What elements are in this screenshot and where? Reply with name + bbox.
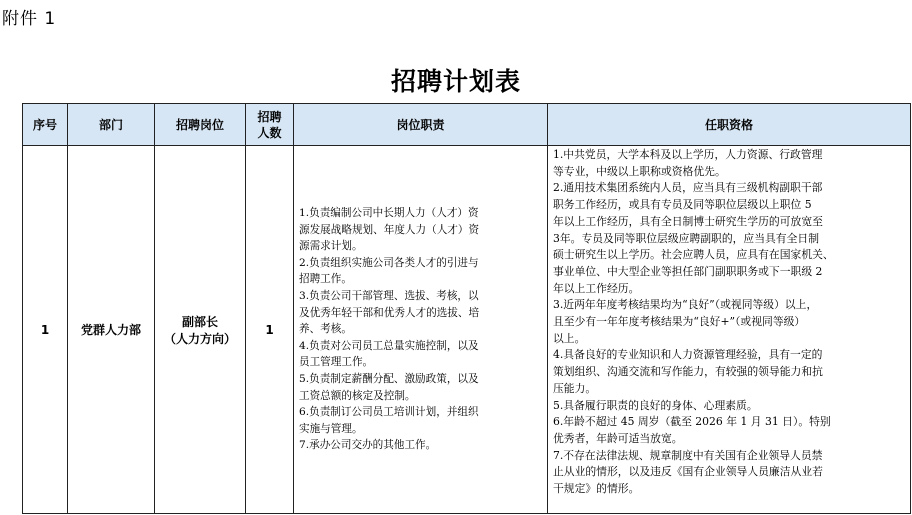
cell-position <box>155 146 246 514</box>
page-title: 招聘计划表 <box>390 67 521 96</box>
position-line-2: （人力方向） <box>163 331 236 346</box>
qualification-line: 4.具备良好的专业知识和人力资源管理经验，具有一定的 <box>553 348 823 362</box>
recruitment-plan-table <box>22 103 911 514</box>
qualification-line: 年以上工作经历，具有全日制博士研究生学历的可放宽至 <box>553 214 823 228</box>
table-header-row <box>23 104 911 146</box>
qualification-line: 3年。专员及同等职位层级应聘副职的，应当具有全日制 <box>553 231 819 245</box>
qualification-line: 7.不存在法律法规、规章制度中有关国有企业领导人员禁 <box>553 448 823 462</box>
qualification-line: 压能力。 <box>553 381 597 395</box>
qualification-line: 以上。 <box>553 331 586 345</box>
duty-line: 6.负责制订公司员工培训计划，并组织 <box>299 406 479 419</box>
duty-line: 1.负责编制公司中长期人力（人才）资 <box>299 207 479 220</box>
column-header-duties: 岗位职责 <box>294 104 548 146</box>
duty-line: 员工管理工作。 <box>299 356 374 369</box>
headcount-header-line-1: 招聘 <box>257 109 282 124</box>
qualification-line: 优秀者，年龄可适当放宽。 <box>553 431 683 445</box>
qualification-line: 5.具备履行职责的良好的身体、心理素质。 <box>553 398 758 412</box>
cell-headcount: 1 <box>246 146 294 514</box>
duty-line: 招聘工作。 <box>299 273 352 286</box>
headcount-header-line-2: 人数 <box>257 125 282 140</box>
duty-line: 实施与管理。 <box>299 422 363 435</box>
qualification-line: 且至少有一年年度考核结果为“良好+”（或视同等级） <box>553 315 806 329</box>
qualification-line: 2.通用技术集团系统内人员，应当具有三级机构副职干部 <box>553 181 823 195</box>
qualification-line: 等专业，中级以上职称或资格优先。 <box>553 164 726 178</box>
cell-index: 1 <box>23 146 68 514</box>
column-header-position: 招聘岗位 <box>155 104 246 146</box>
column-header-qualifications: 任职资格 <box>548 104 911 146</box>
qualification-line: 年以上工作经历。 <box>553 281 640 295</box>
qualification-line: 1.中共党员，大学本科及以上学历，人力资源、行政管理 <box>553 148 823 161</box>
qualification-line: 硕士研究生以上学历。社会应聘人员，应具有在国家机关、 <box>553 248 834 262</box>
cell-duties <box>294 146 548 514</box>
duty-line: 源发展战略规划、年度人力（人才）资 <box>299 223 480 236</box>
duty-line: 工资总额的核定及控制。 <box>299 389 416 402</box>
qualification-line: 事业单位、中大型企业等担任部门副职职务或下一职级 2 <box>553 264 823 278</box>
qualification-line: 6.年龄不超过 45 周岁（截至 2026 年 1 月 31 日）。特别 <box>553 415 831 429</box>
qualification-line: 止从业的情形，以及违反《国有企业领导人员廉洁从业若 <box>553 465 823 479</box>
qualification-line: 策划组织、沟通交流和写作能力，有较强的领导能力和抗 <box>553 365 823 379</box>
qualification-line: 干规定》的情形。 <box>553 482 640 496</box>
duty-line: 5.负责制定薪酬分配、激励政策，以及 <box>299 372 479 385</box>
column-header-index: 序号 <box>23 104 68 146</box>
duty-line: 7.承办公司交办的其他工作。 <box>299 439 437 452</box>
column-header-department: 部门 <box>68 104 155 146</box>
duty-line: 2.负责组织实施公司各类人才的引进与 <box>299 256 479 269</box>
qualification-line: 职务工作经历，或具有专员及同等职位层级以上职位 5 <box>553 198 812 212</box>
cell-department: 党群人力部 <box>68 146 155 514</box>
duty-line: 3.负责公司干部管理、选拔、考核，以 <box>299 290 479 303</box>
position-line-1: 副部长 <box>181 314 218 329</box>
attachment-label: 附件 1 <box>2 9 57 29</box>
duty-line: 养、考核。 <box>299 323 352 336</box>
duty-line: 及优秀年轻干部和优秀人才的选拔、培 <box>299 306 480 319</box>
cell-qualifications <box>548 146 911 514</box>
qualification-line: 3.近两年年度考核结果均为“良好”（或视同等级）以上， <box>553 298 818 312</box>
duty-line: 4.负责对公司员工总量实施控制，以及 <box>299 339 479 352</box>
duty-line: 源需求计划。 <box>299 240 363 253</box>
table-row <box>23 146 911 514</box>
column-header-headcount <box>246 104 294 146</box>
